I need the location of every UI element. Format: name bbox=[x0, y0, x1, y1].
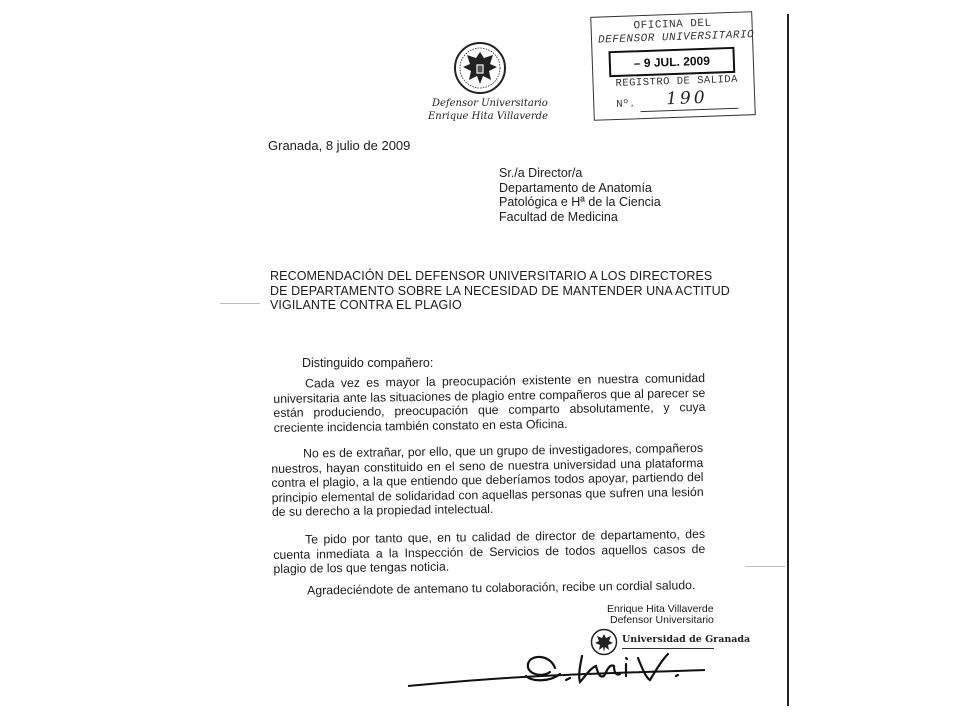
signer-name: Enrique Hita Villaverde bbox=[607, 603, 714, 615]
letter-date: Granada, 8 julio de 2009 bbox=[268, 138, 411, 153]
stamp-date: – 9 JUL. 2009 bbox=[608, 47, 735, 77]
institution-name: Universidad de Granada bbox=[622, 634, 751, 645]
office-holder-name: Enrique Hita Villaverde bbox=[428, 111, 549, 122]
recipient-line: Patológica e Hª de la Ciencia bbox=[499, 195, 661, 209]
scan-artifact-line bbox=[745, 566, 785, 567]
stamp-number-label: Nº. bbox=[616, 98, 636, 111]
recipient-line: Sr./a Director/a bbox=[499, 166, 583, 180]
subject-line: RECOMENDACIÓN DEL DEFENSOR UNIVERSITARIO A LOS DIRECTORES bbox=[270, 269, 713, 283]
recipient-block bbox=[499, 166, 661, 224]
university-seal-icon bbox=[453, 40, 507, 96]
stamp-number: 190 bbox=[665, 87, 708, 110]
body-paragraph: Te pido por tanto que, en tu calidad de director de departamento, des cuenta inmediata a la Inspección de Servicios de todos aquellos casos de plagio de los que tengas noticia. bbox=[273, 526, 706, 577]
handwritten-signature bbox=[400, 646, 715, 696]
office-title: Defensor Universitario bbox=[432, 98, 548, 109]
stamp-registry-label: REGISTRO DE SALIDA bbox=[615, 73, 739, 91]
body-paragraph: Agradeciéndote de antemano tu colaboración, recibe un cordial saludo. bbox=[306, 578, 696, 598]
page-edge-line bbox=[787, 14, 789, 706]
registry-stamp bbox=[590, 11, 756, 121]
stamp-office-label: OFICINA DEL bbox=[633, 17, 712, 33]
signer-title: Defensor Universitario bbox=[610, 614, 714, 626]
scan-artifact-line bbox=[220, 303, 260, 304]
subject-line: VIGILANTE CONTRA EL PLAGIO bbox=[270, 298, 462, 313]
subject-line: DE DEPARTAMENTO SOBRE LA NECESIDAD DE MANTENDER UNA ACTITUD bbox=[270, 283, 730, 298]
letter-greeting: Distinguido compañero: bbox=[302, 356, 434, 370]
stamp-office-name: DEFENSOR UNIVERSITARIO bbox=[597, 29, 755, 47]
body-paragraph: No es de extrañar, por ello, que un grupo de investigadores, compañeros nuestros, hayan constituido en el seno de nuestra universidad una plataforma contra el plagio, a la que entiendo que deberíamos todos apoyar, partiendo del principio elemental de solidaridad con aquellas personas que sufren una lesión de su derecho a la propiedad intelectual. bbox=[271, 440, 704, 520]
recipient-line: Facultad de Medicina bbox=[499, 209, 618, 224]
letter-subject bbox=[270, 269, 730, 313]
body-paragraph: Cada vez es mayor la preocupación existente en nuestra comunidad universitaria ante las situaciones de plagio entre compañeros que al parecer se están produciendo, preocupación que comparto absolutamente, y cuya creciente incidencia también constato en esta Oficina. bbox=[273, 370, 706, 435]
recipient-line: Departamento de Anatomía bbox=[499, 180, 652, 195]
